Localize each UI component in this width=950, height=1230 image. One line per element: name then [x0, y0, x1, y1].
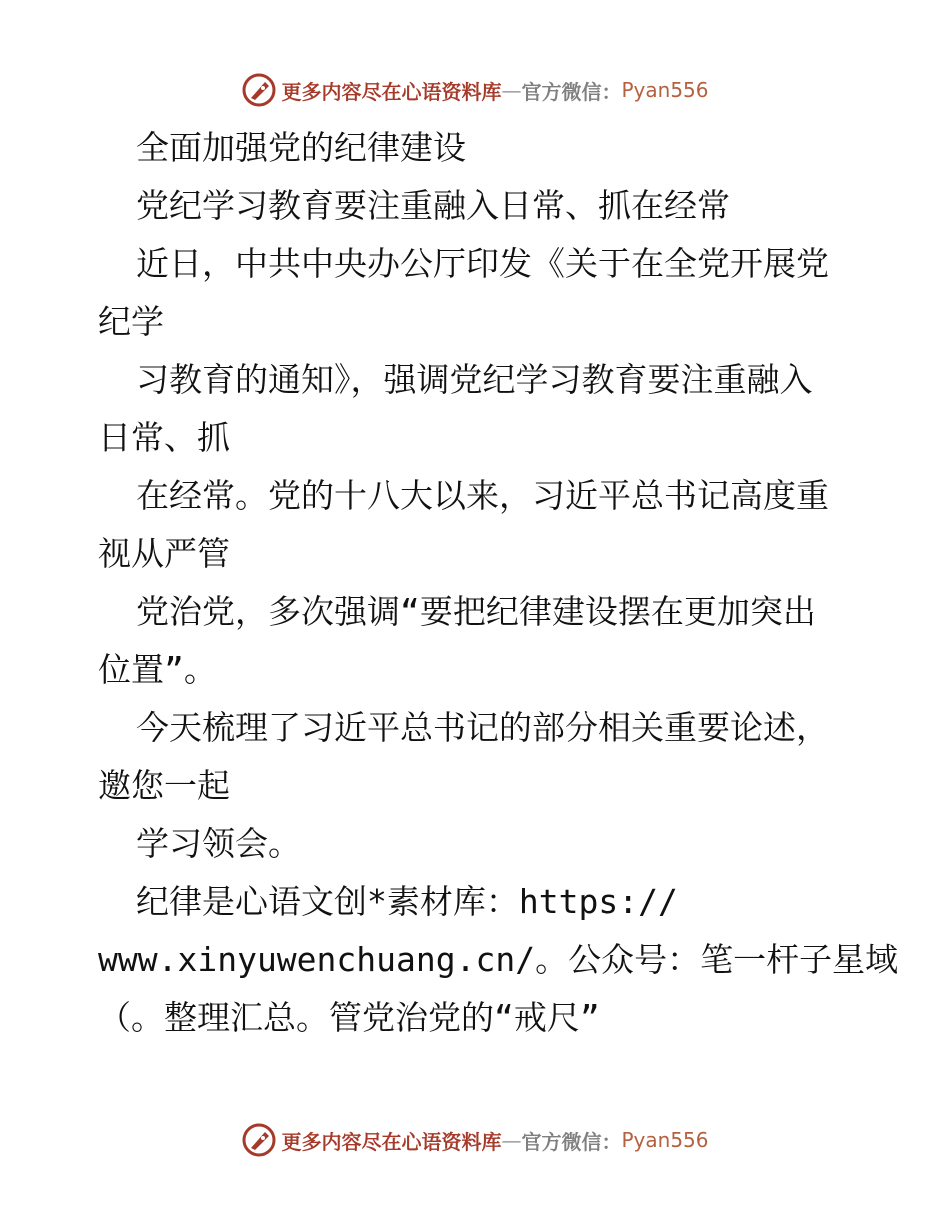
pen-nib-logo-icon	[241, 72, 277, 108]
footer-banner	[0, 1120, 950, 1160]
doc-line: www.xinyuwenchuang.cn/。公众号：笔一杆子星域	[98, 940, 899, 979]
doc-line: 纪学	[98, 302, 164, 341]
doc-line: 党治党，多次强调“要把纪律建设摆在更加突出	[136, 592, 816, 631]
doc-line: 今天梳理了习近平总书记的部分相关重要论述，	[136, 708, 829, 747]
doc-line: 位置”。	[98, 650, 217, 689]
doc-line: （。整理汇总。管党治党的“戒尺”	[98, 998, 600, 1037]
banner-suffix: 官方微信：	[521, 79, 622, 104]
banner-wechat-id: Pyan556	[621, 1128, 709, 1152]
banner-suffix: 官方微信：	[521, 1129, 622, 1154]
header-banner	[0, 70, 950, 110]
doc-line: 习教育的通知》，强调党纪学习教育要注重融入	[136, 360, 813, 399]
banner-prefix: 更多内容尽在心语资料库	[281, 79, 502, 104]
doc-line: 纪律是心语文创*素材库：https://	[136, 882, 678, 921]
doc-line: 邀您一起	[98, 766, 230, 805]
banner-dash: —	[501, 78, 522, 102]
pen-nib-logo-icon	[241, 1122, 277, 1158]
banner-wechat-id: Pyan556	[621, 78, 709, 102]
doc-line: 日常、抓	[98, 418, 230, 457]
banner-dash: —	[501, 1128, 522, 1152]
doc-line: 在经常。党的十八大以来，习近平总书记高度重	[136, 476, 829, 515]
doc-line: 近日，中共中央办公厅印发《关于在全党开展党	[136, 244, 829, 283]
doc-title: 全面加强党的纪律建设	[136, 128, 466, 167]
banner-prefix: 更多内容尽在心语资料库	[281, 1129, 502, 1154]
doc-line: 视从严管	[98, 534, 230, 573]
doc-subtitle: 党纪学习教育要注重融入日常、抓在经常	[136, 186, 730, 225]
doc-line: 学习领会。	[136, 824, 301, 863]
